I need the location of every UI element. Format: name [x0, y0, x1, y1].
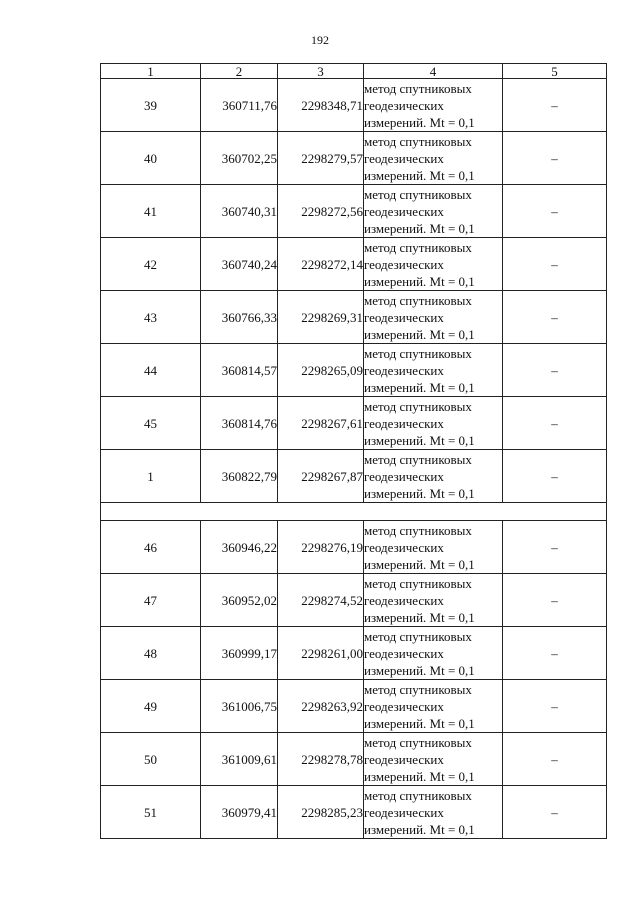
method-description: метод спутниковых геодезических измерений. Mt = 0,1: [364, 344, 503, 397]
coordinate-y: 2298269,31: [278, 291, 364, 344]
note-cell: –: [503, 397, 607, 450]
coordinate-y: 2298272,14: [278, 238, 364, 291]
method-description: метод спутниковых геодезических измерений. Mt = 0,1: [364, 786, 503, 839]
note-cell: –: [503, 680, 607, 733]
column-header-4: 4: [364, 64, 503, 79]
coordinate-y: 2298265,09: [278, 344, 364, 397]
separator-row: [101, 503, 607, 521]
coordinate-x: 360740,31: [201, 185, 278, 238]
table-row: [101, 733, 607, 786]
coordinate-x: 360711,76: [201, 79, 278, 132]
coordinate-y: 2298261,00: [278, 627, 364, 680]
table-row: [101, 574, 607, 627]
coordinate-y: 2298285,23: [278, 786, 364, 839]
coordinate-x: 360952,02: [201, 574, 278, 627]
table-row: [101, 786, 607, 839]
coordinate-x: 360814,76: [201, 397, 278, 450]
column-header-3: 3: [278, 64, 364, 79]
point-number: 46: [101, 521, 201, 574]
method-description: метод спутниковых геодезических измерений. Mt = 0,1: [364, 132, 503, 185]
coordinate-x: 360822,79: [201, 450, 278, 503]
coordinate-y: 2298279,57: [278, 132, 364, 185]
point-number: 51: [101, 786, 201, 839]
point-number: 42: [101, 238, 201, 291]
method-description: метод спутниковых геодезических измерений. Mt = 0,1: [364, 627, 503, 680]
method-description: метод спутниковых геодезических измерений. Mt = 0,1: [364, 185, 503, 238]
table-row: [101, 132, 607, 185]
note-cell: –: [503, 291, 607, 344]
coordinate-y: 2298278,78: [278, 733, 364, 786]
note-cell: –: [503, 344, 607, 397]
separator-cell: [101, 503, 607, 521]
coordinate-x: 360814,57: [201, 344, 278, 397]
coordinate-x: 360740,24: [201, 238, 278, 291]
note-cell: –: [503, 786, 607, 839]
coordinate-y: 2298272,56: [278, 185, 364, 238]
coordinate-x: 360946,22: [201, 521, 278, 574]
coordinates-table: [100, 63, 607, 839]
coordinate-y: 2298348,71: [278, 79, 364, 132]
table-row: [101, 680, 607, 733]
column-header-1: 1: [101, 64, 201, 79]
point-number: 44: [101, 344, 201, 397]
table-row: [101, 344, 607, 397]
table-header-row: [101, 64, 607, 79]
table-row: [101, 291, 607, 344]
note-cell: –: [503, 450, 607, 503]
coordinate-y: 2298263,92: [278, 680, 364, 733]
method-description: метод спутниковых геодезических измерений. Mt = 0,1: [364, 238, 503, 291]
method-description: метод спутниковых геодезических измерений. Mt = 0,1: [364, 733, 503, 786]
point-number: 49: [101, 680, 201, 733]
coordinate-y: 2298274,52: [278, 574, 364, 627]
point-number: 45: [101, 397, 201, 450]
method-description: метод спутниковых геодезических измерений. Mt = 0,1: [364, 79, 503, 132]
point-number: 40: [101, 132, 201, 185]
coordinate-y: 2298276,19: [278, 521, 364, 574]
point-number: 50: [101, 733, 201, 786]
coordinate-x: 360979,41: [201, 786, 278, 839]
method-description: метод спутниковых геодезических измерений. Mt = 0,1: [364, 450, 503, 503]
note-cell: –: [503, 185, 607, 238]
column-header-5: 5: [503, 64, 607, 79]
page-number: 192: [311, 33, 329, 47]
method-description: метод спутниковых геодезических измерений. Mt = 0,1: [364, 574, 503, 627]
method-description: метод спутниковых геодезических измерений. Mt = 0,1: [364, 291, 503, 344]
coordinate-x: 360999,17: [201, 627, 278, 680]
note-cell: –: [503, 132, 607, 185]
table-row: [101, 79, 607, 132]
point-number: 41: [101, 185, 201, 238]
coordinate-x: 360702,25: [201, 132, 278, 185]
method-description: метод спутниковых геодезических измерений. Mt = 0,1: [364, 680, 503, 733]
table-row: [101, 627, 607, 680]
note-cell: –: [503, 733, 607, 786]
column-header-2: 2: [201, 64, 278, 79]
note-cell: –: [503, 574, 607, 627]
coordinate-y: 2298267,61: [278, 397, 364, 450]
note-cell: –: [503, 79, 607, 132]
note-cell: –: [503, 238, 607, 291]
coordinate-x: 361009,61: [201, 733, 278, 786]
point-number: 1: [101, 450, 201, 503]
table-row: [101, 185, 607, 238]
point-number: 39: [101, 79, 201, 132]
coordinate-x: 360766,33: [201, 291, 278, 344]
table-row: [101, 521, 607, 574]
table-row: [101, 450, 607, 503]
method-description: метод спутниковых геодезических измерений. Mt = 0,1: [364, 397, 503, 450]
table-row: [101, 238, 607, 291]
table-row: [101, 397, 607, 450]
note-cell: –: [503, 627, 607, 680]
method-description: метод спутниковых геодезических измерений. Mt = 0,1: [364, 521, 503, 574]
coordinate-y: 2298267,87: [278, 450, 364, 503]
coordinate-x: 361006,75: [201, 680, 278, 733]
note-cell: –: [503, 521, 607, 574]
point-number: 47: [101, 574, 201, 627]
point-number: 43: [101, 291, 201, 344]
point-number: 48: [101, 627, 201, 680]
